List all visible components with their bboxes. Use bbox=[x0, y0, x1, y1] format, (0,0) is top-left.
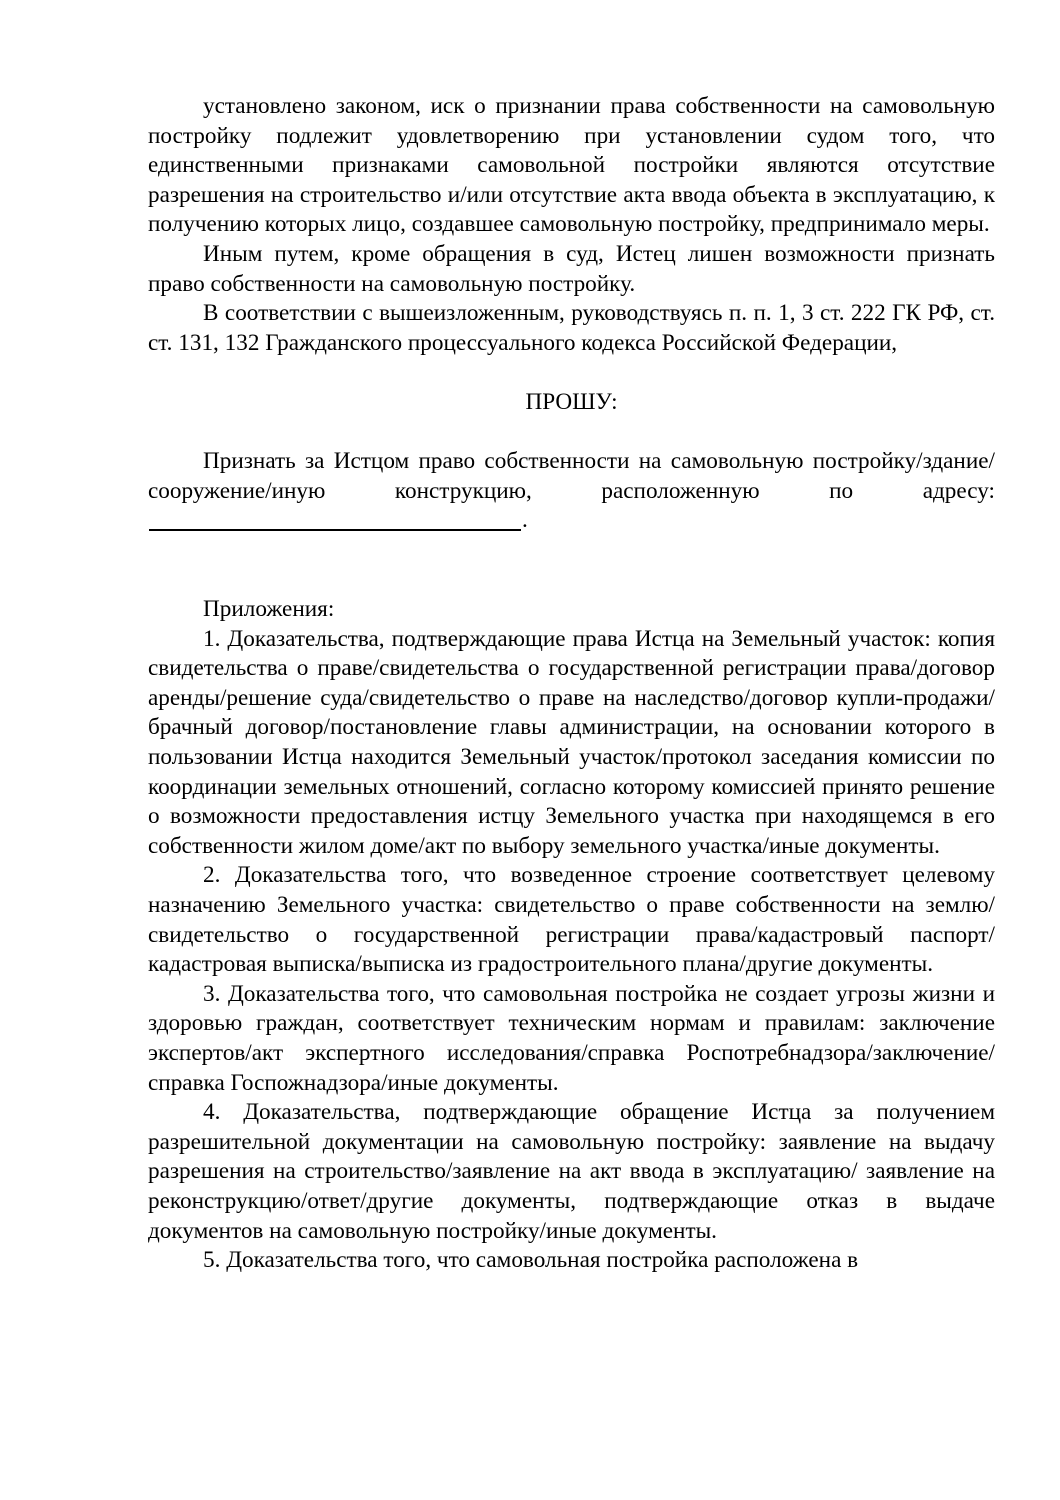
address-blank-line[interactable] bbox=[149, 529, 521, 531]
attachment-item-3: 3. Доказательства того, что самовольная постройка не создает угрозы жизни и здоровью граждан, соответствует техническим нормам и правилам: заключение экспертов/акт экспертного исследования/справка Роспотребнадзора/заключение/справка Госпожнадзора/иные документы. bbox=[148, 980, 995, 1096]
attachment-item-1: 1. Доказательства, подтверждающие права Истца на Земельный участок: копия свидетельства о праве/свидетельства о государственной регистрации права/договор аренды/решение суда/свидетельство о праве на наследство/договор купли-продажи/брачный договор/постановление главы администрации, на основании которого в пользовании Истца находится Земельный участок/протокол заседания комиссии по координации земельных отношений, согласно которому комиссией принято решение о возможности предоставления истцу Земельного участка при находящемся в его собственности жилом доме/акт по выбору земельного участка/иные документы. bbox=[148, 625, 995, 859]
spacer-before-heading bbox=[148, 358, 995, 388]
document-body bbox=[148, 92, 995, 1276]
heading-proshu: ПРОШУ: bbox=[525, 388, 618, 415]
attachment-item-2: 2. Доказательства того, что возведенное строение соответствует целевому назначению Земельного участка: свидетельство о праве собственности на землю/свидетельство о государственной регистрации права/кадастровый паспорт/кадастровая выписка/выписка из градостроительного плана/другие документы. bbox=[148, 862, 995, 978]
spacer-before-attachments bbox=[148, 536, 995, 595]
paragraph-continuation: установлено законом, иск о признании права собственности на самовольную постройку подлежит удовлетворению при установлении судом того, что единственными признаками самовольной постройки являются отсутствие разрешения на строительство и/или отсутствие акта ввода объекта в эксплуатацию, к получению которых лицо, создавшее самовольную постройку, предпринимало меры. bbox=[148, 93, 995, 238]
attachment-item-5: 5. Доказательства того, что самовольная постройка расположена в bbox=[203, 1247, 859, 1274]
paragraph-other-means: Иным путем, кроме обращения в суд, Истец лишен возможности признать право собственности на самовольную постройку. bbox=[148, 240, 995, 297]
attachments-heading: Приложения: bbox=[203, 596, 335, 623]
spacer-after-heading bbox=[148, 418, 995, 448]
request-period: . bbox=[522, 507, 528, 534]
paragraph-legal-basis: В соответствии с вышеизложенным, руководствуясь п. п. 1, 3 ст. 222 ГК РФ, ст. ст. 131, 132 Гражданского процессуального кодекса Российской Федерации, bbox=[148, 300, 995, 356]
request-text: Признать за Истцом право собственности на самовольную постройку/здание/сооружение/иную конструкцию, расположенную по адресу: bbox=[148, 448, 995, 504]
paragraph-request bbox=[148, 447, 995, 536]
attachment-item-4: 4. Доказательства, подтверждающие обращение Истца за получением разрешительной документации на самовольную постройку: заявление на выдачу разрешения на строительство/заявление на акт ввода в эксплуатацию/ заявление на реконструкцию/ответ/другие документы, подтверждающие отказ в выдаче документов на самовольную постройку/иные документы. bbox=[148, 1099, 995, 1244]
